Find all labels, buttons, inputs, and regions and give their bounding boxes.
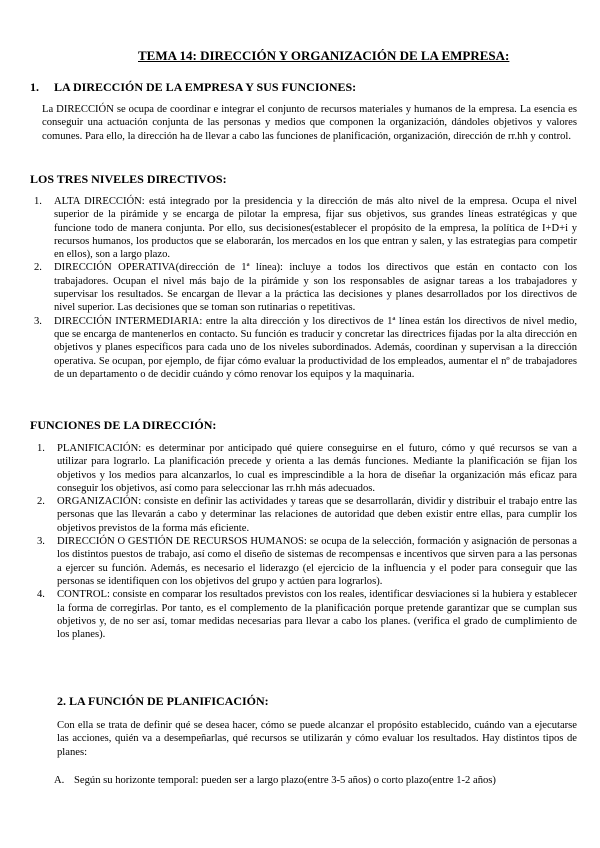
list-item-text: DIRECCIÓN OPERATIVA(dirección de 1ª línea): incluye a todos los directivos que están en contacto con los trabajadores. Ocupan el nivel más bajo de la pirámide y son los responsables de asignar tareas a los trabajadores y supervisar los resultados. Se encargan de llevar a la práctica las decisiones y planes desarrollados por los directivos de nivel superior. Las decisiones que se toman son rutinarias o repetitivas.	[54, 262, 577, 314]
plan-types-list	[50, 774, 577, 787]
list-item-text: DIRECCIÓN O GESTIÓN DE RECURSOS HUMANOS: se ocupa de la selección, formación y asignación de personas a los distintos puestos de trabajo, así como el diseño de sistemas de recompensas e incentivos que sirven para a las personas a ejercer su función. Además, es necesario el liderazgo (el ejercicio de la influencia y el poder para conseguir que las personas se identifiquen con los objetivos del grupo y actúen para lograrlos).	[57, 536, 577, 587]
list-item	[33, 442, 577, 495]
list-marker: A.	[54, 775, 65, 786]
list-item	[50, 774, 577, 787]
section-1-heading-text: LA DIRECCIÓN DE LA EMPRESA Y SUS FUNCIONES:	[54, 80, 357, 94]
functions-list	[33, 442, 577, 641]
section-1-number: 1.	[30, 80, 39, 94]
list-item-text: ALTA DIRECCIÓN: está integrado por la presidencia y la dirección de más alto nivel de la empresa. Ocupa el nivel superior de la pirámide y se encarga de pilotar la empresa, fijar sus objetivos, sus grandes líneas estratégicas y que funcione todo de manera conjunta. Por ello, sus decisiones(establecer el propósito de la empresa, la política de I+D+i y recursos humanos, los productos que se elaborarán, los mercados en los que entran y salen, y las estrategias para competir en ellos), son a largo plazo.	[54, 196, 577, 261]
list-marker: 1.	[34, 196, 42, 207]
list-marker: 2.	[37, 496, 45, 508]
section-1-intro: La DIRECCIÓN se ocupa de coordinar e integrar el conjunto de recursos materiales y humanos de la empresa. La esencia es conseguir una actuación conjunta de las personas y medios que componen la organización, dándoles objetivos y valores comunes. Para ello, la dirección ha de llevar a cabo las funciones de planificación, organización, dirección de rr.hh y control.	[42, 104, 577, 142]
levels-list	[30, 195, 577, 381]
list-item-text: CONTROL: consiste en comparar los resultados previstos con los reales, identificar desviaciones si la hubiera y establecer la forma de corregirlas. Por tanto, es el complemento de la planificación porque pretende garantizar que se cumplan sus objetivos y, de no ser así, tomar medidas necesarias para llevar a cabo los planes. (verifica el grado de cumplimiento de los planes).	[57, 589, 577, 641]
list-item	[33, 588, 577, 641]
list-item-text: DIRECCIÓN INTERMEDIARIA: entre la alta dirección y los directivos de 1ª línea están los directivos de nivel medio, que se encarga de mantenerlos en contacto. Su función es traducir y concretar las directrices fijadas por la alta dirección en objetivos y planes específicos para cada uno de los niveles subordinados. Además, coordinan y supervisan a la dirección operativa. Se ocupan, por ejemplo, de fijar cómo evaluar la productividad de los empleados, aumentar el nº de trabajadores de un departamento o de decidir cuándo y cómo renovar los equipos y la maquinaria.	[54, 315, 577, 380]
document-title: TEMA 14: DIRECCIÓN Y ORGANIZACIÓN DE LA EMPRESA:	[138, 48, 510, 63]
section-2-heading: 2. LA FUNCIÓN DE PLANIFICACIÓN:	[57, 694, 269, 708]
list-item-text: PLANIFICACIÓN: es determinar por anticipado qué quiere conseguirse en el futuro, cómo y qué recursos se van a utilizar para lograrlo. La planificación precede y orienta a las demás funciones. Mediante la planificación se fijan los objetivos y los medios para alcanzarlos, lo cual es imprescindible a la hora de diseñar la organización más eficaz para conseguir los objetivos, así como para seleccionar las rr.hh más adecuados.	[57, 443, 577, 494]
functions-heading: FUNCIONES DE LA DIRECCIÓN:	[30, 418, 217, 432]
section-2-intro: Con ella se trata de definir qué se desea hacer, cómo se puede alcanzar el propósito establecido, cuándo van a ejecutarse las acciones, quién va a desempeñarlas, qué recursos se utilizarán y cómo evaluar los resultados. Hay distintos tipos de planes:	[57, 720, 577, 758]
list-item-text: ORGANIZACIÓN: consiste en definir las actividades y tareas que se desarrollarán, dividir y distribuir el trabajo entre las personas que las llevarán a cabo y determinar las relaciones de autoridad que deben existir entre ellas, para cumplir los objetivos previstos de la forma más eficiente.	[57, 496, 577, 534]
list-marker: 1.	[37, 443, 45, 454]
list-marker: 3.	[34, 315, 42, 327]
levels-heading: LOS TRES NIVELES DIRECTIVOS:	[30, 172, 227, 186]
list-item	[30, 315, 577, 381]
list-item	[33, 495, 577, 535]
list-item	[30, 195, 577, 261]
list-item	[33, 535, 577, 588]
list-item	[30, 261, 577, 314]
section-1-heading	[30, 80, 356, 95]
list-marker: 4.	[37, 589, 45, 601]
list-item-text: Según su horizonte temporal: pueden ser a largo plazo(entre 3-5 años) o corto plazo(entre 1-2 años)	[74, 775, 496, 786]
list-marker: 2.	[34, 262, 42, 274]
list-marker: 3.	[37, 536, 45, 548]
